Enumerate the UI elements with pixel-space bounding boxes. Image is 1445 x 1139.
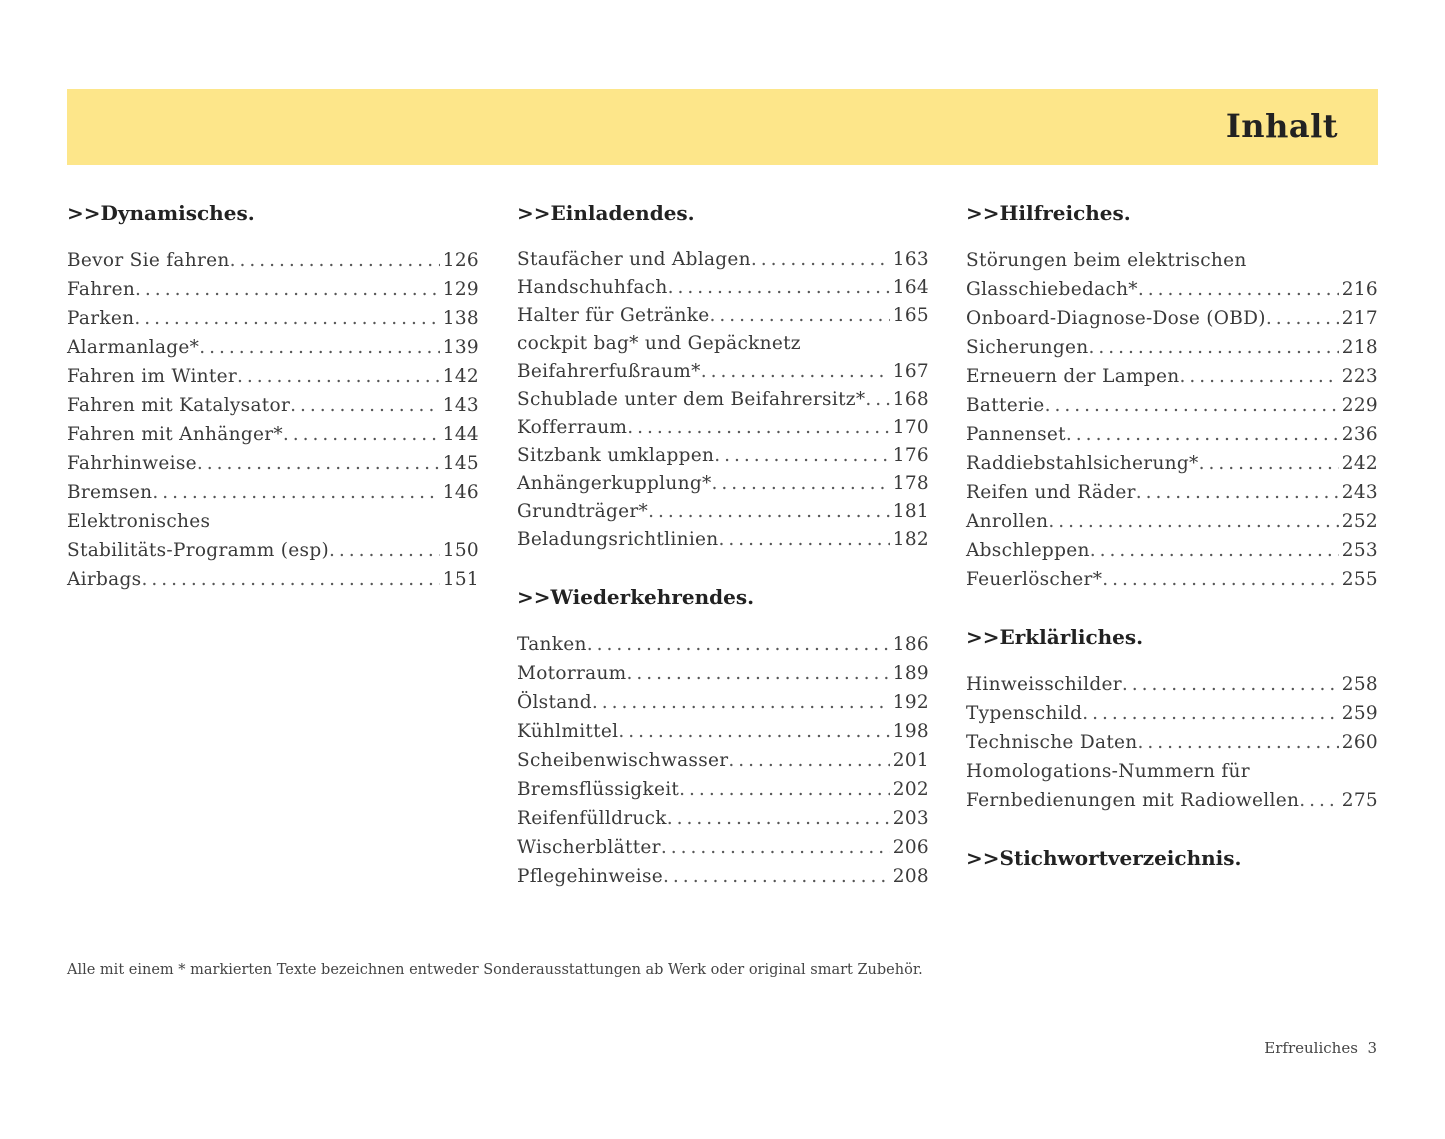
entry-title: Fahren im Winter (67, 366, 237, 387)
toc-column (966, 196, 1378, 901)
section-heading[interactable]: >>Erklärliches. (966, 625, 1144, 649)
entry-title: Schublade unter dem Beifahrersitz* (517, 389, 866, 410)
dot-leader (199, 333, 440, 362)
entry-title: Typenschild (966, 703, 1083, 724)
entry-page: 253 (1341, 540, 1378, 561)
dot-leader (728, 746, 889, 775)
entry-title: Glasschiebedach* (966, 279, 1138, 300)
entry-title: Anrollen (966, 511, 1049, 532)
entry-title: Wischerblätter (517, 837, 661, 858)
entry-page: 275 (1341, 790, 1378, 811)
title-banner (67, 89, 1378, 165)
entry-page: 170 (892, 417, 929, 438)
entry-title: Reifenfülldruck (517, 808, 667, 829)
dot-leader (1180, 362, 1339, 391)
dot-leader (230, 246, 440, 275)
entry-title: Fahren mit Anhänger* (67, 424, 283, 445)
toc-entry[interactable] (67, 333, 479, 362)
dot-leader (751, 246, 890, 274)
toc-entry (517, 330, 929, 358)
entry-title: Bremsflüssigkeit (517, 779, 680, 800)
toc-entry[interactable] (966, 420, 1378, 449)
toc-entry[interactable] (67, 391, 479, 420)
entry-title: Fahren (67, 279, 136, 300)
toc-entry[interactable] (517, 775, 929, 804)
toc-entry (966, 246, 1378, 275)
entry-title: Raddiebstahlsicherung* (966, 453, 1199, 474)
entry-page: 218 (1341, 337, 1378, 358)
entry-title: Homologations-Nummern für (966, 761, 1250, 782)
toc-entry[interactable] (517, 498, 929, 526)
toc-entry[interactable] (966, 391, 1378, 420)
dot-leader (865, 386, 889, 414)
section-heading[interactable]: >>Wiederkehrendes. (517, 585, 755, 609)
entry-title: Sicherungen (966, 337, 1089, 358)
toc-entry[interactable] (517, 833, 929, 862)
toc-entry (966, 757, 1378, 786)
entry-title: Hinweisschilder (966, 674, 1122, 695)
entry-page: 181 (892, 501, 929, 522)
entry-page: 203 (892, 808, 929, 829)
toc-entry[interactable] (67, 449, 479, 478)
entry-title: Grundträger* (517, 501, 649, 522)
entry-title: Anhängerkupplung* (517, 473, 712, 494)
toc-entry[interactable] (966, 333, 1378, 362)
toc-entry[interactable] (67, 536, 479, 565)
toc-entry[interactable] (966, 565, 1378, 594)
entry-title: Stabilitäts-Programm (esp) (67, 540, 330, 561)
toc-entry[interactable] (966, 507, 1378, 536)
entry-page: 142 (442, 366, 479, 387)
entry-page: 182 (892, 529, 929, 550)
dot-leader (627, 659, 890, 688)
entry-title: Pannenset (966, 424, 1066, 445)
toc-entry[interactable] (517, 274, 929, 302)
section-heading[interactable]: >>Stichwortverzeichnis. (966, 846, 1242, 870)
entry-page: 150 (442, 540, 479, 561)
toc-entry[interactable] (517, 717, 929, 746)
toc-entry[interactable] (966, 275, 1378, 304)
entry-page: 198 (892, 721, 929, 742)
toc-entry[interactable] (966, 478, 1378, 507)
entry-page: 216 (1341, 279, 1378, 300)
entry-page: 243 (1341, 482, 1378, 503)
entry-title: Beladungsrichtlinien (517, 529, 719, 550)
entry-page: 252 (1341, 511, 1378, 532)
dot-leader (1299, 786, 1339, 815)
entry-title: Bremsen (67, 482, 153, 503)
entry-page: 139 (442, 337, 479, 358)
dot-leader (237, 362, 440, 391)
entry-page: 144 (442, 424, 479, 445)
toc-entry[interactable] (517, 659, 929, 688)
entry-title: Fahrhinweise (67, 453, 197, 474)
dot-leader (1089, 333, 1339, 362)
entry-title: Kühlmittel (517, 721, 619, 742)
entry-title: Batterie (966, 395, 1045, 416)
entry-page: 126 (442, 250, 479, 271)
toc-entry[interactable] (517, 862, 929, 891)
dot-leader (668, 274, 890, 302)
entry-title: Abschleppen (966, 540, 1090, 561)
section-heading[interactable]: >>Dynamisches. (67, 201, 255, 225)
toc-entry[interactable] (966, 304, 1378, 333)
toc-entry[interactable] (966, 670, 1378, 699)
dot-leader (1122, 670, 1339, 699)
entry-page: 236 (1341, 424, 1378, 445)
entry-page: 165 (892, 305, 929, 326)
entry-title: Sitzbank umklappen (517, 445, 715, 466)
toc-entry[interactable] (517, 442, 929, 470)
toc-section (966, 196, 1378, 594)
entry-page: 202 (892, 779, 929, 800)
dot-leader (1066, 420, 1339, 449)
dot-leader (1199, 449, 1339, 478)
dot-leader (712, 470, 890, 498)
toc-entry[interactable] (517, 246, 929, 274)
footnote: Alle mit einem * markierten Texte bezeichnen entweder Sonderausstattungen ab Werk oder original smart Zubehör. (67, 962, 923, 978)
toc-entry[interactable] (966, 449, 1378, 478)
entry-page: 217 (1341, 308, 1378, 329)
entry-title: Parken (67, 308, 135, 329)
entry-title: Handschuhfach (517, 277, 668, 298)
dot-leader (714, 442, 890, 470)
entry-page: 168 (892, 389, 929, 410)
dot-leader (667, 804, 890, 833)
toc-entry[interactable] (517, 386, 929, 414)
toc-section (966, 620, 1378, 815)
toc-entry[interactable] (517, 302, 929, 330)
toc-entry[interactable] (517, 358, 929, 386)
dot-leader (1138, 728, 1339, 757)
toc-section (966, 841, 1378, 875)
entry-page: 138 (442, 308, 479, 329)
dot-leader (1266, 304, 1339, 333)
dot-leader (661, 833, 890, 862)
entry-title: Airbags (67, 569, 142, 590)
dot-leader (283, 420, 440, 449)
dot-leader (627, 414, 890, 442)
entry-title: Kofferraum (517, 417, 628, 438)
toc-entry[interactable] (966, 728, 1378, 757)
entry-title: Fahren mit Katalysator (67, 395, 291, 416)
dot-leader (701, 358, 890, 386)
entry-page: 255 (1341, 569, 1378, 590)
dot-leader (618, 717, 889, 746)
toc-entry[interactable] (67, 478, 479, 507)
toc-entry[interactable] (517, 470, 929, 498)
dot-leader (587, 630, 890, 659)
entry-page: 163 (892, 249, 929, 270)
toc-entry[interactable] (517, 630, 929, 659)
entry-page: 189 (892, 663, 929, 684)
dot-leader (1102, 565, 1339, 594)
toc-column (67, 196, 479, 620)
toc-entry[interactable] (517, 688, 929, 717)
entry-title: Ölstand (517, 692, 592, 713)
entry-title: Onboard-Diagnose-Dose (OBD) (966, 308, 1266, 329)
entry-title: Staufächer und Ablagen (517, 249, 751, 270)
section-heading[interactable]: >>Einladendes. (517, 201, 695, 225)
toc-entry[interactable] (517, 526, 929, 554)
toc-entry[interactable] (67, 304, 479, 333)
toc-section (67, 196, 479, 594)
page-number: 3 (1367, 1039, 1377, 1057)
toc-entry[interactable] (67, 275, 479, 304)
entry-page: 143 (442, 395, 479, 416)
dot-leader (592, 688, 890, 717)
entry-title: Halter für Getränke (517, 305, 710, 326)
entry-page: 208 (892, 866, 929, 887)
toc-entry[interactable] (966, 362, 1378, 391)
entry-title: Tanken (517, 634, 587, 655)
dot-leader (648, 498, 890, 526)
entry-title: Elektronisches (67, 511, 211, 532)
entry-page: 146 (442, 482, 479, 503)
dot-leader (290, 391, 440, 420)
entry-title: cockpit bag* und Gepäcknetz (517, 333, 801, 354)
dot-leader (663, 862, 890, 891)
toc-entry[interactable] (67, 362, 479, 391)
dot-leader (329, 536, 440, 565)
entry-page: 164 (892, 277, 929, 298)
entry-page: 145 (442, 453, 479, 474)
dot-leader (1048, 507, 1338, 536)
entry-title: Fernbedienungen mit Radiowellen (966, 790, 1300, 811)
entry-page: 201 (892, 750, 929, 771)
toc-entry[interactable] (966, 536, 1378, 565)
section-heading[interactable]: >>Hilfreiches. (966, 201, 1131, 225)
entry-page: 242 (1341, 453, 1378, 474)
footer-section: Erfreuliches (1264, 1039, 1358, 1057)
entry-page: 223 (1341, 366, 1378, 387)
entry-page: 167 (892, 361, 929, 382)
entry-title: Bevor Sie fahren (67, 250, 230, 271)
dot-leader (197, 449, 440, 478)
entry-title: Störungen beim elektrischen (966, 250, 1247, 271)
entry-page: 178 (892, 473, 929, 494)
toc-entry[interactable] (966, 786, 1378, 815)
entry-page: 129 (442, 279, 479, 300)
dot-leader (679, 775, 890, 804)
entry-page: 186 (892, 634, 929, 655)
page-title: Inhalt (1225, 107, 1338, 145)
entry-title: Alarmanlage* (67, 337, 200, 358)
page-footer (1264, 1039, 1377, 1057)
dot-leader (135, 275, 440, 304)
entry-page: 151 (442, 569, 479, 590)
toc-entry[interactable] (517, 414, 929, 442)
toc-section (517, 580, 929, 891)
toc-entry[interactable] (517, 746, 929, 775)
dot-leader (719, 526, 890, 554)
dot-leader (1045, 391, 1339, 420)
dot-leader (709, 302, 889, 330)
entry-title: Beifahrerfußraum* (517, 361, 701, 382)
entry-page: 192 (892, 692, 929, 713)
entry-title: Pflegehinweise (517, 866, 664, 887)
toc-entry[interactable] (966, 699, 1378, 728)
toc-column (517, 196, 929, 917)
entry-page: 206 (892, 837, 929, 858)
entry-title: Scheibenwischwasser (517, 750, 729, 771)
entry-title: Reifen und Räder (966, 482, 1136, 503)
toc-entry[interactable] (67, 246, 479, 275)
dot-leader (1082, 699, 1339, 728)
entry-page: 229 (1341, 395, 1378, 416)
dot-leader (1136, 478, 1339, 507)
entry-page: 260 (1341, 732, 1378, 753)
toc-entry[interactable] (517, 804, 929, 833)
dot-leader (152, 478, 439, 507)
entry-page: 176 (892, 445, 929, 466)
entry-title: Feuerlöscher* (966, 569, 1103, 590)
entry-title: Motorraum (517, 663, 627, 684)
toc-section (517, 196, 929, 554)
toc-entry[interactable] (67, 420, 479, 449)
entry-title: Technische Daten (966, 732, 1138, 753)
entry-page: 258 (1341, 674, 1378, 695)
toc-entry (67, 507, 479, 536)
dot-leader (1090, 536, 1339, 565)
entry-title: Erneuern der Lampen (966, 366, 1180, 387)
dot-leader (1138, 275, 1339, 304)
dot-leader (134, 304, 439, 333)
entry-page: 259 (1341, 703, 1378, 724)
toc-entry[interactable] (67, 565, 479, 594)
dot-leader (141, 565, 439, 594)
